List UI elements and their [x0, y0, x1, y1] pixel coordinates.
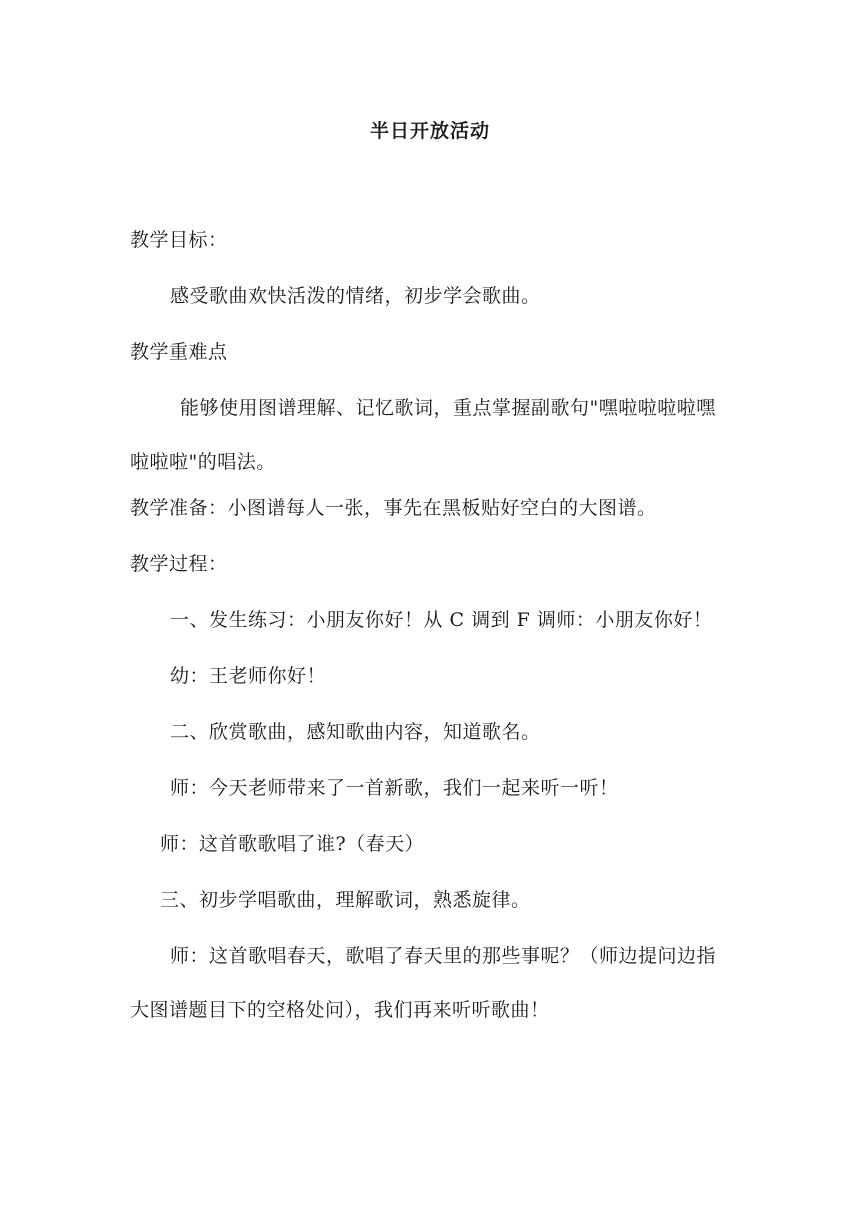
objectives-text: 感受歌曲欢快活泼的情绪，初步学会歌曲。: [170, 285, 541, 307]
process-heading: 教学过程：: [130, 553, 228, 575]
step-3-text: 三、初步学唱歌曲，理解歌词，熟悉旋律。: [160, 889, 531, 911]
objectives-heading: 教学目标：: [130, 229, 228, 251]
document-title: 半日开放活动: [369, 120, 490, 142]
key-points-line-2: 啦啦啦"的唱法。: [130, 451, 276, 473]
step-2-text: 二、欣赏歌曲，感知歌曲内容，知道歌名。: [170, 721, 541, 743]
step-2-teacher: 师：今天老师带来了一首新歌，我们一起来听一听！: [170, 777, 619, 799]
key-points-heading: 教学重难点: [130, 341, 228, 363]
step-2-question: 师：这首歌歌唱了谁?（春天）: [160, 833, 425, 855]
step-1-text: 一、发生练习：小朋友你好！从 C 调到 F 调师：小朋友你好！: [170, 609, 713, 631]
preparation-text: 教学准备：小图谱每人一张，事先在黑板贴好空白的大图谱。: [130, 497, 657, 519]
key-points-line-1: 能够使用图谱理解、记忆歌词，重点掌握副歌句"嘿啦啦啦啦嘿: [180, 397, 716, 419]
key-points-paragraph: [130, 394, 716, 476]
step-1-reply: 幼：王老师你好！: [170, 665, 327, 687]
step-3-paragraph: [130, 942, 716, 1024]
step-3-line-2: 大图谱题目下的空格处问），我们再来听听歌曲！: [130, 999, 550, 1021]
step-3-line-1: 师：这首歌唱春天，歌唱了春天里的那些事呢？（师边提问边指: [170, 945, 717, 967]
